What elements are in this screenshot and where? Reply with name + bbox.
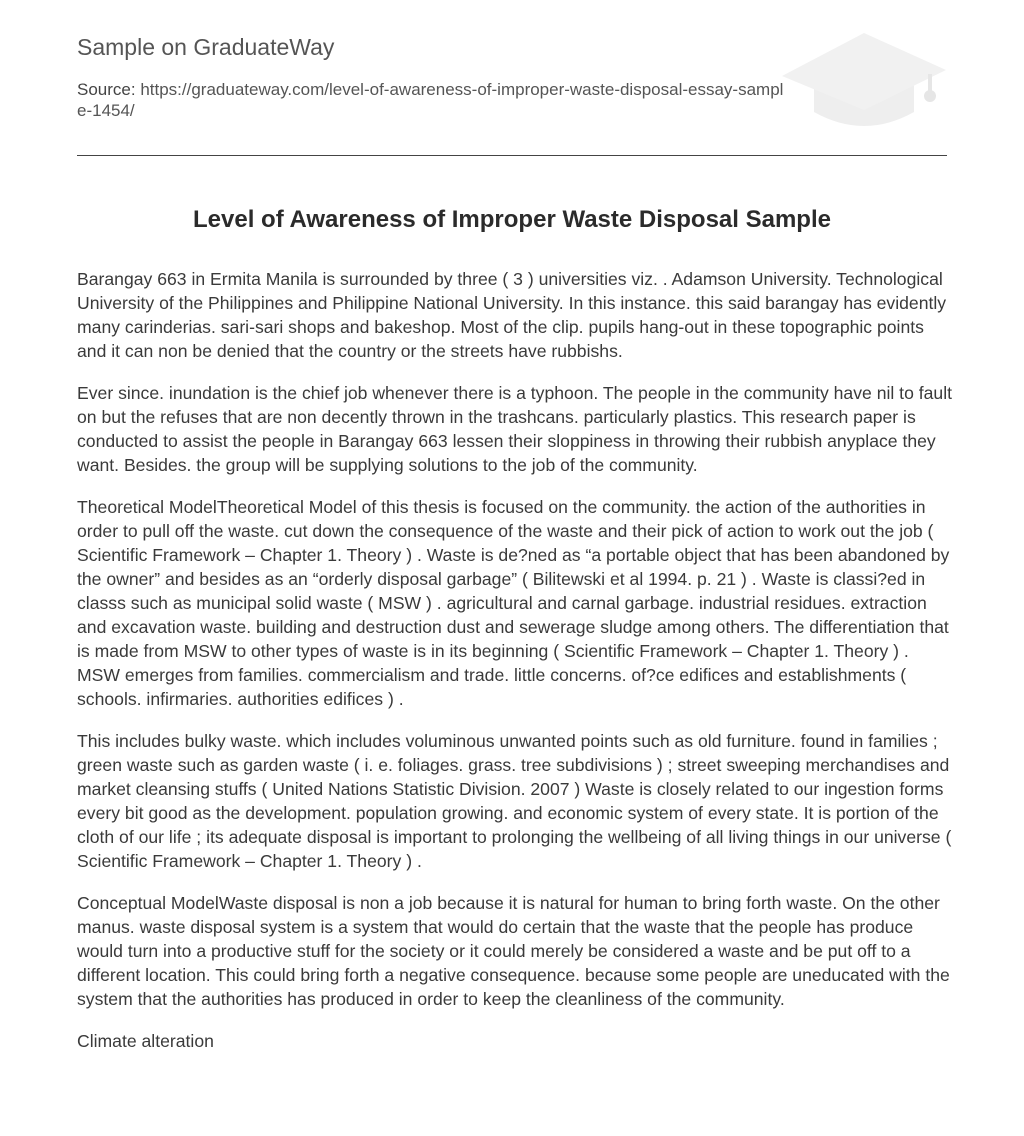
paragraph: Ever since. inundation is the chief job whenever there is a typhoon. The people in the community have nil to fault on but the refuses that are non decently thrown in the trashcans. particularly plastics. This research paper is conducted to assist the people in Barangay 663 lessen their sloppiness in throwing their rubbish anyplace they want. Besides. the group will be supplying solutions to the job of the community. — [77, 383, 952, 475]
article-title: Level of Awareness of Improper Waste Disposal Sample — [193, 206, 831, 233]
source-link[interactable]: https://graduateway.com/level-of-awareness-of-improper-waste-disposal-essay-sample-1454/ — [77, 80, 784, 120]
site-name: Sample on GraduateWay — [77, 34, 335, 60]
page-header — [77, 0, 947, 156]
paragraph: Theoretical ModelTheoretical Model of this thesis is focused on the community. the action of the authorities in order to pull off the waste. cut down the consequence of the waste and their pick of action to work out the job ( Scientific Framework – Chapter 1. Theory ) . Waste is de?ned as “a portable object that has been abandoned by the owner” and besides as an “orderly disposal garbage” ( Bilitewski et al 1994. p. 21 ) . Waste is classi?ed in classs such as municipal solid waste ( MSW ) . agricultural and carnal garbage. industrial residues. extraction and excavation waste. building and destruction dust and sewerage sludge among others. The differentiation that is made from MSW to other types of waste is in its beginning ( Scientific Framework – Chapter 1. Theory ) . MSW emerges from families. commercialism and trade. little concerns. of?ce edifices and establishments ( schools. infirmaries. authorities edifices ) . — [77, 497, 950, 709]
paragraph: Barangay 663 in Ermita Manila is surrounded by three ( 3 ) universities viz. . Adamson University. Technological University of the Philippines and Philippine National University. In this instance. this said barangay has evidently many carinderias. sari-sari shops and bakeshop. Most of the clip. pupils hang-out in these topographic points and it can non be denied that the country or the streets have rubbishs. — [77, 269, 947, 361]
paragraph: This includes bulky waste. which includes voluminous unwanted points such as old furniture. found in families ; green waste such as garden waste ( i. e. foliages. grass. tree subdivisions ) ; street sweeping merchandises and market cleansing stuffs ( United Nations Statistic Division. 2007 ) Waste is closely related to our ingestion forms every bit good as the development. population growing. and economic system of every state. It is portion of the cloth of our life ; its adequate disposal is important to prolonging the wellbeing of all living things in our universe ( Scientific Framework – Chapter 1. Theory ) . — [77, 731, 952, 871]
article-body — [77, 267, 952, 1071]
source-label: Source: — [77, 80, 136, 99]
paragraph: Conceptual ModelWaste disposal is non a job because it is natural for human to bring forth waste. On the other manus. waste disposal system is a system that would do certain that the waste that the people has produce would turn into a productive stuff for the society or it could merely be considered a waste and be put off to a different location. This could bring forth a negative consequence. because some people are uneducated with the system that the authorities has produced in order to keep the cleanliness of the community. — [77, 893, 950, 1009]
graduation-cap-icon — [780, 30, 948, 134]
paragraph: Climate alteration — [77, 1031, 214, 1051]
source-line — [77, 79, 792, 121]
header-divider — [77, 155, 947, 156]
